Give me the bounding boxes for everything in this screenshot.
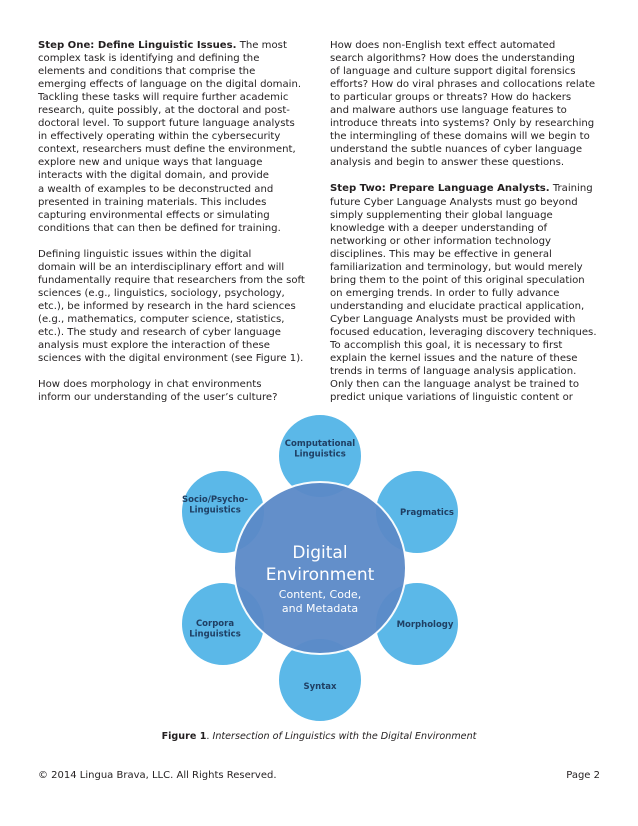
heading-continuation: Training <box>549 183 593 195</box>
text-line: the intermingling of these domains will we begin to <box>330 131 590 143</box>
text-line: predict unique variations of linguistic content or <box>330 392 573 404</box>
text-line: doctoral level. To support future language analysts <box>38 118 295 130</box>
text-line: complex task is identifying and defining the <box>38 53 260 65</box>
text-line: emerging effects of language on the digital domain. <box>38 79 302 91</box>
caption-text: Intersection of Linguistics with the Digital Environment <box>212 731 477 742</box>
text-line: analysis and begin to answer these questions. <box>330 157 565 169</box>
node-label <box>285 439 355 460</box>
paragraph-heading: Step One: Define Linguistic Issues. <box>38 40 237 51</box>
figure-1-diagram <box>170 408 470 728</box>
text-line: To accomplish this goal, it is necessary to first <box>330 340 563 352</box>
text-line: efforts? How do viral phrases and collocations relate <box>330 79 596 91</box>
text-line: networking or other information technology <box>330 235 551 247</box>
footer-copyright: © 2014 Lingua Brava, LLC. All Rights Reserved. <box>38 770 277 781</box>
text-line: in effectively operating within the cybersecurity <box>38 131 281 143</box>
footer-page-number: Page 2 <box>566 770 600 781</box>
text-line: capturing environmental effects or simulating <box>38 209 270 221</box>
node-label <box>400 508 454 518</box>
text-line: analysis must explore the interaction of these <box>38 340 271 352</box>
text-line <box>38 39 313 52</box>
node-label-line: Morphology <box>396 620 454 630</box>
right-paragraph-2 <box>330 182 602 404</box>
text-line: research, quite possibly, at the doctoral and post- <box>38 105 290 117</box>
paragraph-heading: Step Two: Prepare Language Analysts. <box>330 183 550 195</box>
node-label-line: Linguistics <box>189 629 241 640</box>
text-line: trends in terms of language analysis application. <box>330 366 577 378</box>
text-line: etc.). The study and research of cyber language <box>38 326 281 338</box>
text-line: simply supplementing their global language <box>330 209 553 221</box>
text-line: Defining linguistic issues within the digital <box>38 248 252 260</box>
text-line: search algorithms? How does the understanding <box>330 53 575 65</box>
node-label <box>182 495 248 516</box>
text-line: domain will be an interdisciplinary effort and will <box>38 261 285 273</box>
text-line: How does non-English text effect automated <box>330 40 556 51</box>
text-line: Only then can the language analyst be trained to <box>330 379 580 391</box>
text-line: inform our understanding of the user’s culture? <box>38 392 278 404</box>
center-label: Content, Code, <box>278 588 362 601</box>
text-line: sciences with the digital environment (see Figure 1). <box>38 353 304 365</box>
center-label: Environment <box>265 565 375 585</box>
node-label-line: Linguistics <box>294 449 346 460</box>
text-line: Cyber Language Analysts must be provided with <box>330 313 576 325</box>
left-column <box>38 39 313 417</box>
text-line: etc.), be informed by research in the hard sciences <box>38 300 296 312</box>
node-label <box>397 620 454 630</box>
text-line: sciences (e.g., linguistics, sociology, psychology, <box>38 287 285 299</box>
text-line: disciplines. This may be effective in general <box>330 248 552 260</box>
text-line: elements and conditions that comprise the <box>38 66 256 78</box>
text-line: (e.g., mathematics, computer science, statistics, <box>38 313 285 325</box>
text-line: conditions that can then be defined for training. <box>38 222 281 234</box>
text-line: knowledge with a deeper understanding of <box>330 222 548 234</box>
text-line: understand the subtle nuances of cyber language <box>330 144 583 156</box>
left-paragraph-1 <box>38 39 313 235</box>
caption-label: Figure 1 <box>161 731 207 742</box>
text-line: a wealth of examples to be deconstructed and <box>38 183 274 195</box>
figure-caption: Figure 1. Intersection of Linguistics with the Digital Environment <box>161 731 477 742</box>
node-label-line: Corpora <box>195 619 235 629</box>
node-label <box>189 619 241 640</box>
text-line: explain the kernel issues and the nature of these <box>330 353 578 365</box>
text-line: context, researchers must define the environment, <box>38 144 296 156</box>
node-label-line: Linguistics <box>189 505 241 516</box>
node-label-line: Socio/Psycho- <box>182 495 249 505</box>
left-paragraph-2 <box>38 248 313 365</box>
node-label-line: Syntax <box>303 682 337 692</box>
center-label: and Metadata <box>281 602 359 615</box>
text-line: How does morphology in chat environments <box>38 379 262 391</box>
text-line: future Cyber Language Analysts must go beyond <box>330 196 578 208</box>
text-line: understanding and elucidate practical application, <box>330 300 585 312</box>
text-line: introduce threats into systems? Only by researching <box>330 118 595 130</box>
heading-continuation: The most <box>236 40 287 51</box>
text-line: presented in training materials. This includes <box>38 196 267 208</box>
node-label-line: Pragmatics <box>400 508 454 518</box>
text-line: focused education, leveraging discovery techniques. <box>330 326 597 338</box>
text-line: on emerging trends. In order to fully advance <box>330 287 560 299</box>
right-paragraph-1 <box>330 39 602 169</box>
text-line: to particular groups or threats? How do hackers <box>330 92 572 104</box>
text-line: bring them to the point of this original speculation <box>330 274 585 286</box>
text-line: of language and culture support digital forensics <box>330 66 576 78</box>
text-line: and malware authors use language features to <box>330 105 567 117</box>
text-line: Tackling these tasks will require further academic <box>38 92 289 104</box>
node-label <box>304 682 338 692</box>
diagram-svg <box>170 408 470 728</box>
text-line: explore new and unique ways that language <box>38 157 263 169</box>
text-line <box>330 182 602 195</box>
node-label-line: Computational <box>284 439 356 449</box>
left-paragraph-3 <box>38 378 313 404</box>
text-line: familiarization and terminology, but would merely <box>330 261 583 273</box>
text-line: fundamentally require that researchers from the soft <box>38 274 305 286</box>
text-line: interacts with the digital domain, and provide <box>38 170 269 182</box>
center-label: Digital <box>292 543 348 563</box>
right-column <box>330 39 602 417</box>
